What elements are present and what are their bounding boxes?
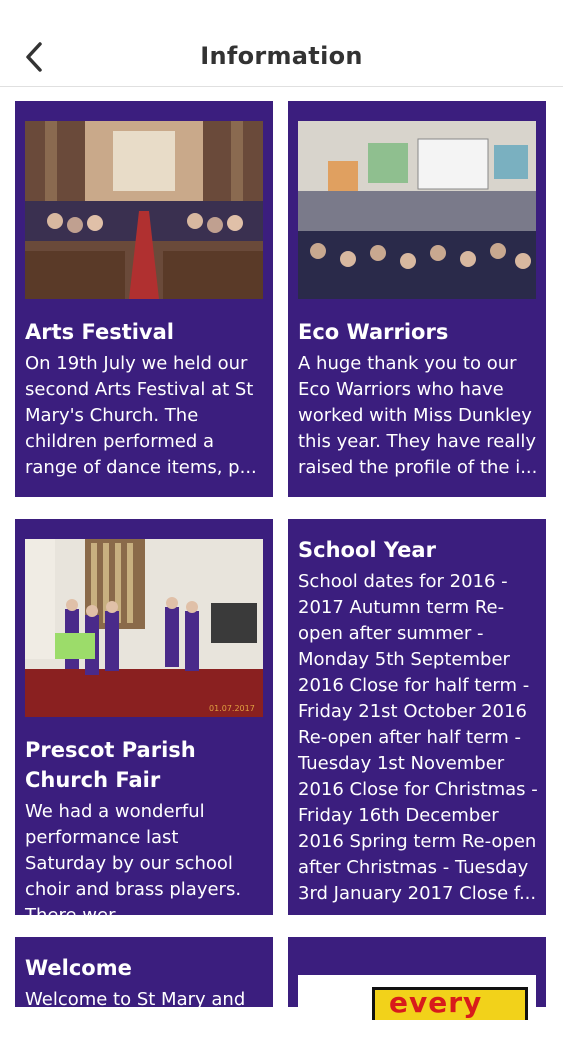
card-title: Prescot Parish Church Fair [25, 738, 196, 792]
card-excerpt: Welcome to St Mary and St [25, 989, 246, 1036]
logo-banner [372, 987, 528, 1020]
photo-date-stamp: 01.07.2017 [209, 704, 255, 713]
card-title: Welcome [25, 956, 132, 980]
eco-warriors-photo [298, 121, 536, 299]
card-title: Arts Festival [25, 320, 174, 344]
card-excerpt: School dates for 2016 - 2017 Autumn term Re-open after summer - Monday 5th September 2016 Close for half term - Friday 21st October 2016 Re-open after half term - Tuesday 1st November 2016 Close for Christmas - Friday 16th December 2016 Spring term Re-open after Christmas - Tuesday 3rd January 2017 Close f... [298, 571, 538, 904]
card-excerpt: On 19th July we held our second Arts Festival at St Mary's Church. The children performed a range of dance items, p... [25, 353, 257, 478]
card-title: Eco Warriors [298, 320, 449, 344]
article-card-logo[interactable] [288, 937, 546, 1019]
arts-festival-photo [25, 121, 263, 299]
article-card-school-year[interactable] [288, 519, 546, 915]
logo-text: every [389, 986, 483, 1019]
app-header [0, 0, 563, 87]
article-card-eco-warriors[interactable] [288, 101, 546, 497]
card-logo-image [298, 975, 536, 1019]
card-title: School Year [298, 538, 436, 562]
card-excerpt: We had a wonderful performance last Saturday by our school choir and brass players. There wer... [25, 801, 242, 926]
article-card-arts-festival[interactable] [15, 101, 273, 497]
church-fair-photo [25, 539, 263, 717]
article-card-welcome[interactable] [15, 937, 273, 1036]
article-card-prescot-parish-church-fair[interactable] [15, 519, 273, 926]
page-title: Information [200, 42, 363, 70]
card-excerpt: A huge thank you to our Eco Warriors who have worked with Miss Dunkley this year. They have really raised the profile of the i... [298, 353, 538, 478]
